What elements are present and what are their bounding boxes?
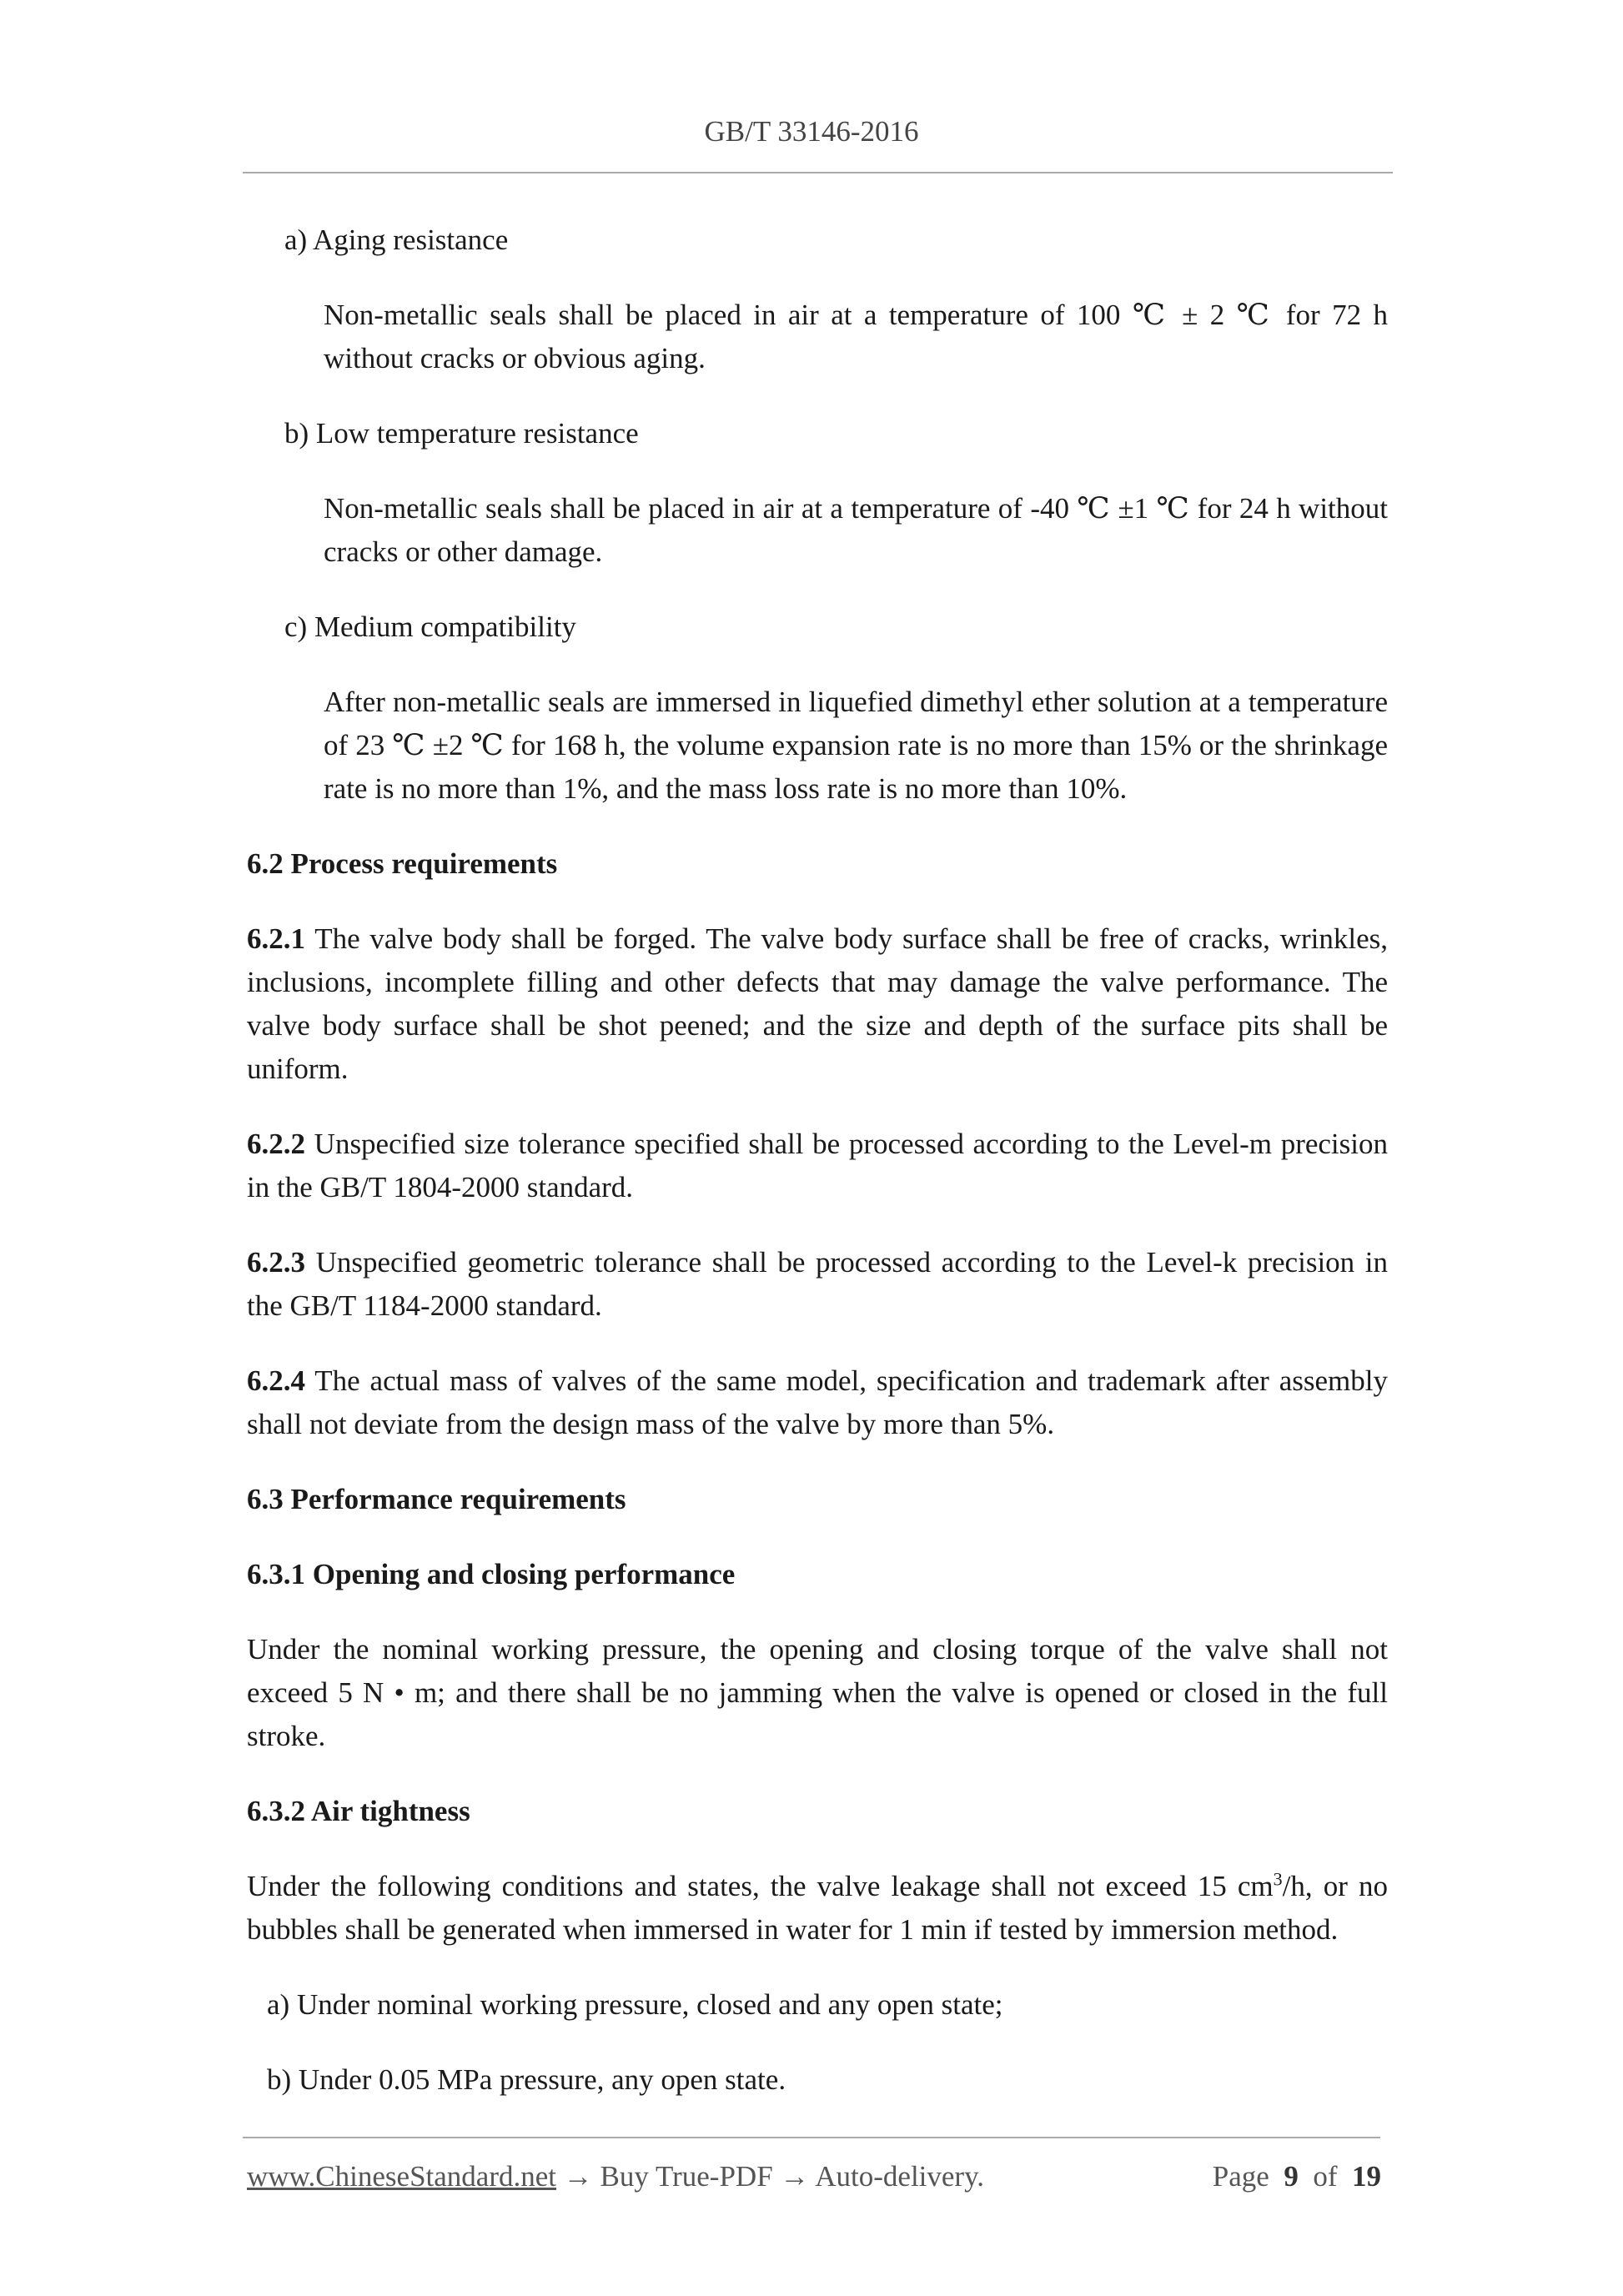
subclause-label: c) Medium compatibility: [284, 610, 576, 643]
subclause-text: Non-metallic seals shall be placed in air at a temperature of 100 ℃ ± 2 ℃ for 72 h without cracks or obvious aging.: [324, 299, 1388, 374]
subsection-heading: 6.3.2 Air tightness: [247, 1795, 470, 1827]
list-item: b) Under 0.05 MPa pressure, any open state.: [267, 2063, 786, 2096]
paragraph-text: /h, or no bubbles shall be generated when immersed in water for 1 min if tested by immersion method.: [247, 1870, 1388, 1946]
subclause-label: b) Low temperature resistance: [284, 417, 639, 450]
subclause-text: After non-metallic seals are immersed in liquefied dimethyl ether solution at a temperature of 23 ℃ ±2 ℃ for 168 h, the volume expansion rate is no more than 15% or the shrinkage rate is no more than 1%, and the mass loss rate is no more than 10%.: [324, 686, 1388, 805]
page-footer: [247, 2160, 1381, 2203]
body-paragraph: [247, 1865, 1388, 1952]
clause-number: 6.2.4: [247, 1364, 305, 1397]
total-pages: 19: [1352, 2160, 1381, 2193]
buy-text: Buy True-PDF: [600, 2160, 773, 2193]
clause-paragraph: [247, 1359, 1388, 1446]
page-content: [247, 219, 1388, 2133]
page-number: [1213, 2160, 1381, 2193]
document-header: GB/T 33146-2016: [704, 115, 919, 148]
subclause-text: Non-metallic seals shall be placed in air at a temperature of -40 ℃ ±1 ℃ for 24 h without cracks or other damage.: [324, 492, 1388, 568]
delivery-text: Auto-delivery.: [815, 2160, 985, 2193]
superscript: 3: [1273, 1868, 1283, 1890]
section-heading: 6.2 Process requirements: [247, 847, 558, 880]
list-item: a) Under nominal working pressure, closed and any open state;: [267, 1988, 1003, 2021]
clause-paragraph: [247, 1241, 1388, 1328]
subclause-label: a) Aging resistance: [284, 224, 509, 256]
clause-number: 6.2.2: [247, 1128, 305, 1160]
clause-text: The valve body shall be forged. The valve body surface shall be free of cracks, wrinkles, inclusions, incomplete filling and other defects that may damage the valve performance. The valve body surface shall be shot peened; and the size and depth of the surface pits shall be uniform.: [247, 922, 1388, 1085]
footer-promo: [247, 2160, 984, 2193]
header-divider: [243, 172, 1393, 173]
clause-paragraph: [247, 1123, 1388, 1209]
clause-number: 6.2.1: [247, 922, 305, 955]
website-link[interactable]: www.ChineseStandard.net: [247, 2160, 556, 2193]
clause-number: 6.2.3: [247, 1246, 305, 1279]
paragraph-text: Under the following conditions and states, the valve leakage shall not exceed 15 cm: [247, 1870, 1274, 1902]
footer-divider: [243, 2137, 1380, 2138]
arrow-icon: →: [772, 2160, 816, 2193]
clause-paragraph: [247, 917, 1388, 1091]
body-paragraph: Under the nominal working pressure, the opening and closing torque of the valve shall not exceed 5 N • m; and there shall be no jamming when the valve is opened or closed in the full stroke.: [247, 1633, 1388, 1752]
current-page: 9: [1284, 2160, 1299, 2193]
clause-text: The actual mass of valves of the same model, specification and trademark after assembly shall not deviate from the design mass of the valve by more than 5%.: [247, 1364, 1388, 1440]
of-label: of: [1313, 2160, 1338, 2193]
section-heading: 6.3 Performance requirements: [247, 1483, 626, 1515]
arrow-icon: →: [556, 2160, 600, 2193]
subsection-heading: 6.3.1 Opening and closing performance: [247, 1558, 736, 1590]
clause-text: Unspecified size tolerance specified shall be processed according to the Level-m precision in the GB/T 1804-2000 standard.: [247, 1128, 1388, 1203]
clause-text: Unspecified geometric tolerance shall be processed according to the Level-k precision in the GB/T 1184-2000 standard.: [247, 1246, 1388, 1322]
page-label: Page: [1212, 2160, 1269, 2193]
